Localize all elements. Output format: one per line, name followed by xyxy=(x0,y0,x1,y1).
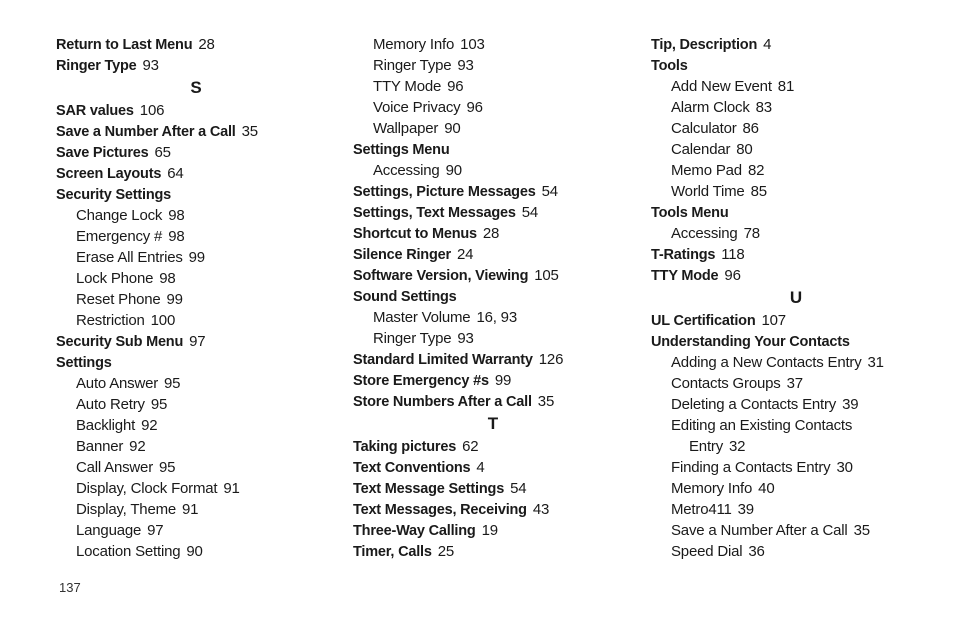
entry-page-ref: 36 xyxy=(748,543,765,560)
index-column-2 xyxy=(353,34,633,562)
entry-term: Memo Pad xyxy=(671,162,742,179)
entry-page-ref: 105 xyxy=(534,267,559,284)
index-subentry xyxy=(651,373,941,394)
index-subentry xyxy=(353,160,633,181)
entry-term: Change Lock xyxy=(76,207,163,224)
index-entry xyxy=(353,202,633,223)
entry-term: Calendar xyxy=(671,141,731,158)
entry-term: Erase All Entries xyxy=(76,249,183,266)
index-entry xyxy=(353,478,633,499)
index-subentry xyxy=(651,394,941,415)
index-subentry xyxy=(353,307,633,328)
index-entry xyxy=(353,499,633,520)
entry-page-ref: 54 xyxy=(521,204,539,221)
entry-term: Backlight xyxy=(76,417,136,434)
entry-term: Security Settings xyxy=(56,187,172,203)
entry-page-ref: 85 xyxy=(750,183,767,200)
entry-page-ref: 37 xyxy=(786,375,803,392)
entry-term: Location Setting xyxy=(76,543,181,560)
entry-page-ref: 39 xyxy=(737,501,754,518)
entry-term: Tip, Description xyxy=(651,37,758,53)
index-entry xyxy=(651,34,941,55)
index-entry xyxy=(56,34,336,55)
index-entry xyxy=(56,352,336,373)
entry-page-ref: 35 xyxy=(853,522,870,539)
index-subentry xyxy=(651,520,941,541)
entry-term: Memory Info xyxy=(373,36,455,53)
index-subentry xyxy=(56,415,336,436)
entry-page-ref: 43 xyxy=(532,501,550,518)
entry-term: Timer, Calls xyxy=(353,544,432,560)
entry-term: Accessing xyxy=(373,162,440,179)
index-column-3 xyxy=(651,34,941,562)
entry-page-ref: 95 xyxy=(164,375,181,392)
entry-page-ref: 30 xyxy=(836,459,853,476)
index-subentry xyxy=(56,289,336,310)
index-subentry xyxy=(353,34,633,55)
entry-term: Entry xyxy=(689,438,724,455)
index-subentry xyxy=(651,181,941,202)
entry-term: Software Version, Viewing xyxy=(353,268,529,284)
entry-page-ref: 99 xyxy=(188,249,205,266)
index-subentry xyxy=(56,478,336,499)
index-entry xyxy=(651,244,941,265)
index-subentry xyxy=(651,76,941,97)
index-entry xyxy=(56,55,336,76)
entry-page-ref: 64 xyxy=(167,165,184,182)
index-subentry xyxy=(651,541,941,562)
entry-page-ref: 40 xyxy=(758,480,775,497)
index-entry xyxy=(353,520,633,541)
entry-term: World Time xyxy=(671,183,745,200)
index-subentry xyxy=(651,97,941,118)
entry-term: Save a Number After a Call xyxy=(671,522,848,539)
entry-term: Deleting a Contacts Entry xyxy=(671,396,837,413)
entry-term: Security Sub Menu xyxy=(56,334,184,350)
entry-term: Language xyxy=(76,522,142,539)
index-entry xyxy=(56,331,336,352)
entry-page-ref: 98 xyxy=(159,270,176,287)
entry-term: Taking pictures xyxy=(353,439,457,455)
index-subentry xyxy=(353,328,633,349)
entry-page-ref: 98 xyxy=(168,228,185,245)
entry-term: Standard Limited Warranty xyxy=(353,352,533,368)
entry-page-ref: 91 xyxy=(182,501,199,518)
entry-term: Sound Settings xyxy=(353,289,457,305)
entry-term: Adding a New Contacts Entry xyxy=(671,354,862,371)
index-entry xyxy=(353,265,633,286)
entry-term: Auto Retry xyxy=(76,396,145,413)
entry-term: Save a Number After a Call xyxy=(56,124,236,140)
entry-page-ref: 95 xyxy=(159,459,176,476)
entry-term: Tools Menu xyxy=(651,205,729,221)
index-subentry xyxy=(353,55,633,76)
entry-term: Finding a Contacts Entry xyxy=(671,459,831,476)
index-entry xyxy=(651,265,941,286)
index-subentry xyxy=(56,541,336,562)
entry-page-ref: 54 xyxy=(541,183,558,200)
entry-page-ref: 103 xyxy=(460,36,485,53)
index-entry xyxy=(353,349,633,370)
entry-page-ref: 65 xyxy=(154,144,171,161)
entry-term: Call Answer xyxy=(76,459,153,476)
entry-term: Tools xyxy=(651,58,688,74)
entry-page-ref: 93 xyxy=(142,57,159,74)
index-entry xyxy=(353,286,633,307)
entry-term: Silence Ringer xyxy=(353,247,451,263)
entry-term: Master Volume xyxy=(373,309,471,326)
entry-term: Metro411 xyxy=(671,501,732,518)
index-entry xyxy=(651,202,941,223)
index-subentry xyxy=(56,499,336,520)
index-subentry xyxy=(353,118,633,139)
index-entry xyxy=(353,457,633,478)
entry-page-ref: 99 xyxy=(494,372,512,389)
entry-page-ref: 93 xyxy=(457,330,474,347)
section-letter: T xyxy=(487,414,499,433)
entry-page-ref: 90 xyxy=(186,543,203,560)
section-letter: S xyxy=(190,78,202,97)
entry-page-ref: 35 xyxy=(241,123,258,140)
entry-term: TTY Mode xyxy=(651,268,719,284)
index-subentry xyxy=(56,247,336,268)
entry-page-ref: 62 xyxy=(462,438,479,455)
entry-term: Settings xyxy=(56,355,112,371)
index-subentry xyxy=(651,223,941,244)
entry-page-ref: 82 xyxy=(747,162,765,179)
index-subentry xyxy=(651,499,941,520)
entry-term: Display, Clock Format xyxy=(76,480,218,497)
index-subentry xyxy=(651,118,941,139)
index-entry xyxy=(651,55,941,76)
index-entry xyxy=(353,541,633,562)
entry-page-ref: 16, 93 xyxy=(476,309,517,326)
entry-page-ref: 91 xyxy=(223,480,240,497)
entry-page-ref: 106 xyxy=(139,102,165,119)
entry-page-ref: 83 xyxy=(755,99,772,116)
entry-page-ref: 97 xyxy=(147,522,164,539)
entry-term: Calculator xyxy=(671,120,737,137)
index-subentry xyxy=(56,457,336,478)
entry-term: TTY Mode xyxy=(373,78,442,95)
entry-page-ref: 96 xyxy=(724,267,741,284)
entry-term: Text Conventions xyxy=(353,460,471,476)
entry-term: Reset Phone xyxy=(76,291,161,308)
entry-term: Auto Answer xyxy=(76,375,159,392)
entry-page-ref: 95 xyxy=(150,396,168,413)
entry-page-ref: 86 xyxy=(742,120,759,137)
entry-term: Banner xyxy=(76,438,124,455)
entry-term: Editing an Existing Contacts xyxy=(671,417,853,434)
entry-page-ref: 4 xyxy=(476,459,485,476)
entry-page-ref: 93 xyxy=(457,57,474,74)
index-subentry xyxy=(56,520,336,541)
entry-term: Settings, Text Messages xyxy=(353,205,516,221)
entry-page-ref: 28 xyxy=(482,225,500,242)
entry-term: T-Ratings xyxy=(651,247,716,263)
index-subentry xyxy=(651,415,941,436)
index-entry xyxy=(353,391,633,412)
section-letter: U xyxy=(789,288,803,307)
entry-term: Emergency # xyxy=(76,228,163,245)
entry-term: Text Message Settings xyxy=(353,481,505,497)
entry-term: Lock Phone xyxy=(76,270,154,287)
entry-page-ref: 19 xyxy=(481,522,498,539)
entry-page-ref: 118 xyxy=(721,246,745,263)
entry-term: Add New Event xyxy=(671,78,772,95)
entry-term: Three-Way Calling xyxy=(353,523,476,539)
entry-page-ref: 97 xyxy=(189,333,206,350)
entry-page-ref: 31 xyxy=(867,354,884,371)
entry-page-ref: 4 xyxy=(763,36,772,53)
entry-term: Text Messages, Receiving xyxy=(353,502,527,518)
entry-page-ref: 96 xyxy=(447,78,464,95)
entry-term: Ringer Type xyxy=(373,330,452,347)
entry-term: Store Numbers After a Call xyxy=(353,394,532,410)
index-subentry xyxy=(353,76,633,97)
entry-page-ref: 90 xyxy=(444,120,461,137)
index-entry xyxy=(56,142,336,163)
index-entry xyxy=(353,181,633,202)
index-entry xyxy=(56,100,336,121)
entry-page-ref: 25 xyxy=(437,543,455,560)
entry-term: Shortcut to Menus xyxy=(353,226,477,242)
entry-term: Ringer Type xyxy=(373,57,452,74)
index-subentry xyxy=(651,352,941,373)
entry-term: Display, Theme xyxy=(76,501,177,518)
entry-page-ref: 126 xyxy=(538,351,564,368)
index-subentry xyxy=(56,268,336,289)
entry-term: Settings Menu xyxy=(353,142,450,158)
index-subentry xyxy=(651,160,941,181)
entry-page-ref: 78 xyxy=(743,225,760,242)
entry-page-ref: 99 xyxy=(166,291,183,308)
entry-term: Ringer Type xyxy=(56,58,137,74)
entry-page-ref: 24 xyxy=(456,246,474,263)
index-entry xyxy=(651,310,941,331)
entry-page-ref: 92 xyxy=(129,438,146,455)
entry-page-ref: 90 xyxy=(445,162,462,179)
index-entry xyxy=(353,436,633,457)
index-subentry xyxy=(56,394,336,415)
index-entry xyxy=(56,163,336,184)
index-entry xyxy=(651,331,941,352)
entry-page-ref: 32 xyxy=(729,438,746,455)
index-subentry xyxy=(651,457,941,478)
entry-term: Save Pictures xyxy=(56,145,149,161)
index-entry xyxy=(353,223,633,244)
index-subentry xyxy=(353,97,633,118)
entry-page-ref: 28 xyxy=(198,36,215,53)
entry-term: Speed Dial xyxy=(671,543,743,560)
index-entry xyxy=(353,244,633,265)
entry-term: Alarm Clock xyxy=(671,99,750,116)
index-subentry xyxy=(56,373,336,394)
entry-page-ref: 81 xyxy=(777,78,795,95)
entry-page-ref: 100 xyxy=(150,312,176,329)
entry-term: Voice Privacy xyxy=(373,99,461,116)
entry-page-ref: 98 xyxy=(168,207,185,224)
entry-term: Store Emergency #s xyxy=(353,373,489,389)
entry-term: Understanding Your Contacts xyxy=(651,334,850,350)
entry-term: Wallpaper xyxy=(373,120,439,137)
index-column-1 xyxy=(56,34,336,562)
entry-page-ref: 96 xyxy=(466,99,483,116)
index-subentry xyxy=(651,436,941,457)
entry-page-ref: 80 xyxy=(736,141,753,158)
entry-term: SAR values xyxy=(56,103,134,119)
index-subentry xyxy=(56,205,336,226)
index-subentry xyxy=(651,478,941,499)
entry-term: Memory Info xyxy=(671,480,753,497)
entry-page-ref: 39 xyxy=(842,396,859,413)
entry-term: Return to Last Menu xyxy=(56,37,193,53)
entry-term: Screen Layouts xyxy=(56,166,162,182)
entry-page-ref: 54 xyxy=(510,480,527,497)
entry-term: Accessing xyxy=(671,225,738,242)
index-subentry xyxy=(651,139,941,160)
entry-page-ref: 92 xyxy=(141,417,158,434)
index-subentry xyxy=(56,226,336,247)
index-entry xyxy=(56,184,336,205)
index-entry xyxy=(353,139,633,160)
entry-page-ref: 35 xyxy=(537,393,555,410)
entry-term: Contacts Groups xyxy=(671,375,781,392)
index-entry xyxy=(353,370,633,391)
entry-term: UL Certification xyxy=(651,313,756,329)
entry-term: Restriction xyxy=(76,312,145,329)
entry-term: Settings, Picture Messages xyxy=(353,184,536,200)
index-subentry xyxy=(56,310,336,331)
index-subentry xyxy=(56,436,336,457)
entry-page-ref: 107 xyxy=(761,312,786,329)
page-number: 137 xyxy=(59,580,81,595)
index-entry xyxy=(56,121,336,142)
